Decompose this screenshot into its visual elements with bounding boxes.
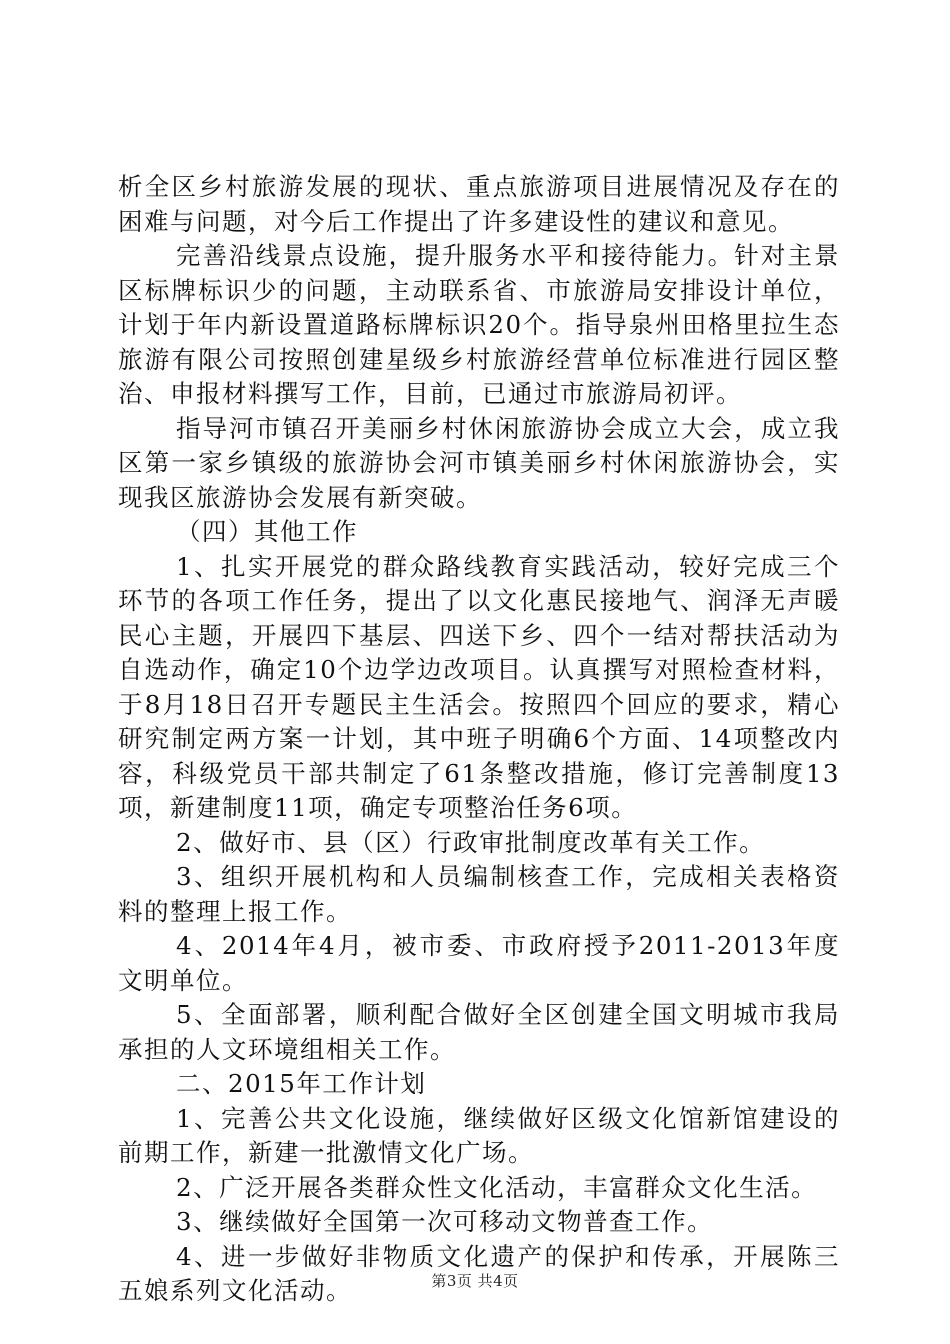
paragraph-p7: 3、组织开展机构和人员编制核查工作，完成相关表格资料的整理上报工作。	[118, 862, 840, 926]
paragraph-p10: 二、2015年工作计划	[176, 1069, 427, 1098]
paragraph-p8: 4、2014年4月，被市委、市政府授予2011-2013年度文明单位。	[118, 931, 840, 995]
paragraph-p2: 完善沿线景点设施，提升服务水平和接待能力。针对主景区标牌标识少的问题，主动联系省、市旅游局安排设计单位，计划于年内新设置道路标牌标识20个。指导泉州田格里拉生态旅游有限公司按照创建星级乡村旅游经营单位标准进行园区整治、申报材料撰写工作，目前，已通过市旅游局初评。	[118, 241, 840, 408]
page-footer: 第3页 共4页	[431, 1272, 519, 1290]
paragraph-p14: 4、进一步做好非物质文化遗产的保护和传承，开展陈三五娘系列文化活动。	[118, 1241, 840, 1305]
paragraph-p5: 1、扎实开展党的群众路线教育实践活动，较好完成三个环节的各项工作任务，提出了以文化惠民接地气、润泽无声暖民心主题，开展四下基层、四送下乡、四个一结对帮扶活动为自选动作，确定10个边学边改项目。认真撰写对照检查材料，于8月18日召开专题民主生活会。按照四个回应的要求，精心研究制定两方案一计划，其中班子明确6个方面、14项整改内容，科级党员干部共制定了61条整改措施，修订完善制度13项，新建制度11项，确定专项整治任务6项。	[118, 551, 840, 822]
paragraph-p11: 1、完善公共文化设施，继续做好区级文化馆新馆建设的前期工作，新建一批激情文化广场。	[118, 1103, 840, 1167]
paragraph-p6: 2、做好市、县（区）行政审批制度改革有关工作。	[176, 827, 766, 857]
paragraph-p1: 析全区乡村旅游发展的现状、重点旅游项目进展情况及存在的困难与问题，对今后工作提出了许多建设性的建议和意见。	[118, 172, 840, 236]
paragraph-p13: 3、继续做好全国第一次可移动文物普查工作。	[176, 1207, 714, 1236]
paragraph-p4: （四）其他工作	[176, 517, 358, 546]
document-body	[118, 170, 840, 1309]
paragraph-p12: 2、广泛开展各类群众性文化活动，丰富群众文化生活。	[176, 1172, 818, 1202]
paragraph-p3: 指导河市镇召开美丽乡村休闲旅游协会成立大会，成立我区第一家乡镇级的旅游协会河市镇美丽乡村休闲旅游协会，实现我区旅游协会发展有新突破。	[118, 413, 840, 512]
paragraph-p9: 5、全面部署，顺利配合做好全区创建全国文明城市我局承担的人文环境组相关工作。	[118, 1000, 840, 1064]
